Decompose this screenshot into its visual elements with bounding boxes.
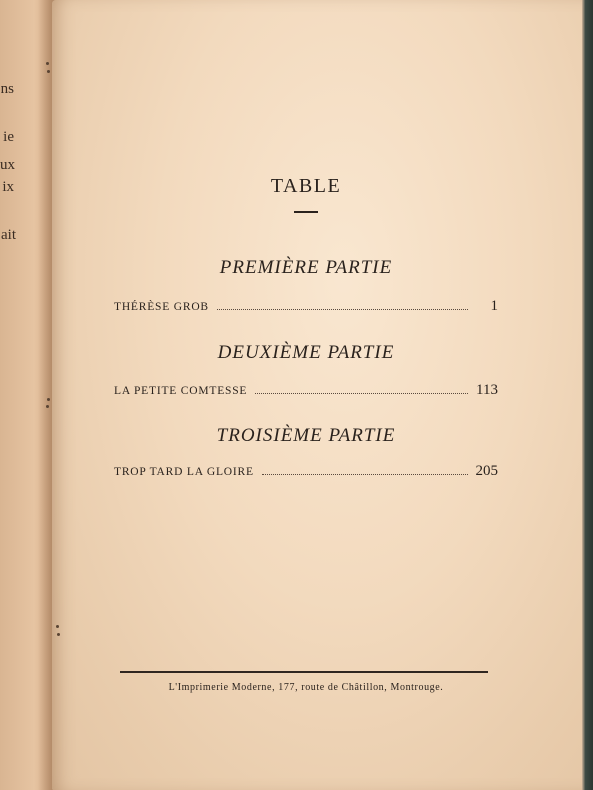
dot-leader [217, 308, 468, 310]
toc-entry-page-number: 113 [476, 382, 498, 398]
title-divider [294, 211, 318, 213]
previous-page-fragment: ie [3, 129, 14, 145]
part-heading-3: TROISIÈME PARTIE [216, 425, 396, 446]
toc-entry [114, 382, 498, 402]
toc-entry-page-number: 205 [475, 463, 498, 479]
book-cover-edge [582, 0, 593, 790]
toc-entry-title: TROP TARD LA GLOIRE [114, 466, 254, 478]
footer-divider [120, 671, 488, 673]
previous-page-fragment: ns [0, 81, 14, 97]
toc-entry-page-number: 1 [490, 298, 498, 314]
previous-page-fragment: ix [2, 179, 14, 195]
part-heading-2: DEUXIÈME PARTIE [217, 342, 395, 363]
toc-entry-title: LA PETITE COMTESSE [114, 385, 248, 397]
toc-entry-title: THÉRÈSE GROB [114, 301, 209, 313]
page-title: TABLE [270, 175, 342, 197]
part-heading-1: PREMIÈRE PARTIE [219, 257, 393, 278]
previous-page-fragment: ux [0, 157, 15, 173]
toc-entry [114, 463, 498, 483]
toc-entry [114, 298, 498, 318]
dot-leader [262, 473, 468, 475]
dot-leader [255, 392, 468, 394]
printer-imprint: L'Imprimerie Moderne, 177, route de Châtillon, Montrouge. [168, 682, 444, 693]
previous-page-fragment: ait [1, 227, 16, 243]
